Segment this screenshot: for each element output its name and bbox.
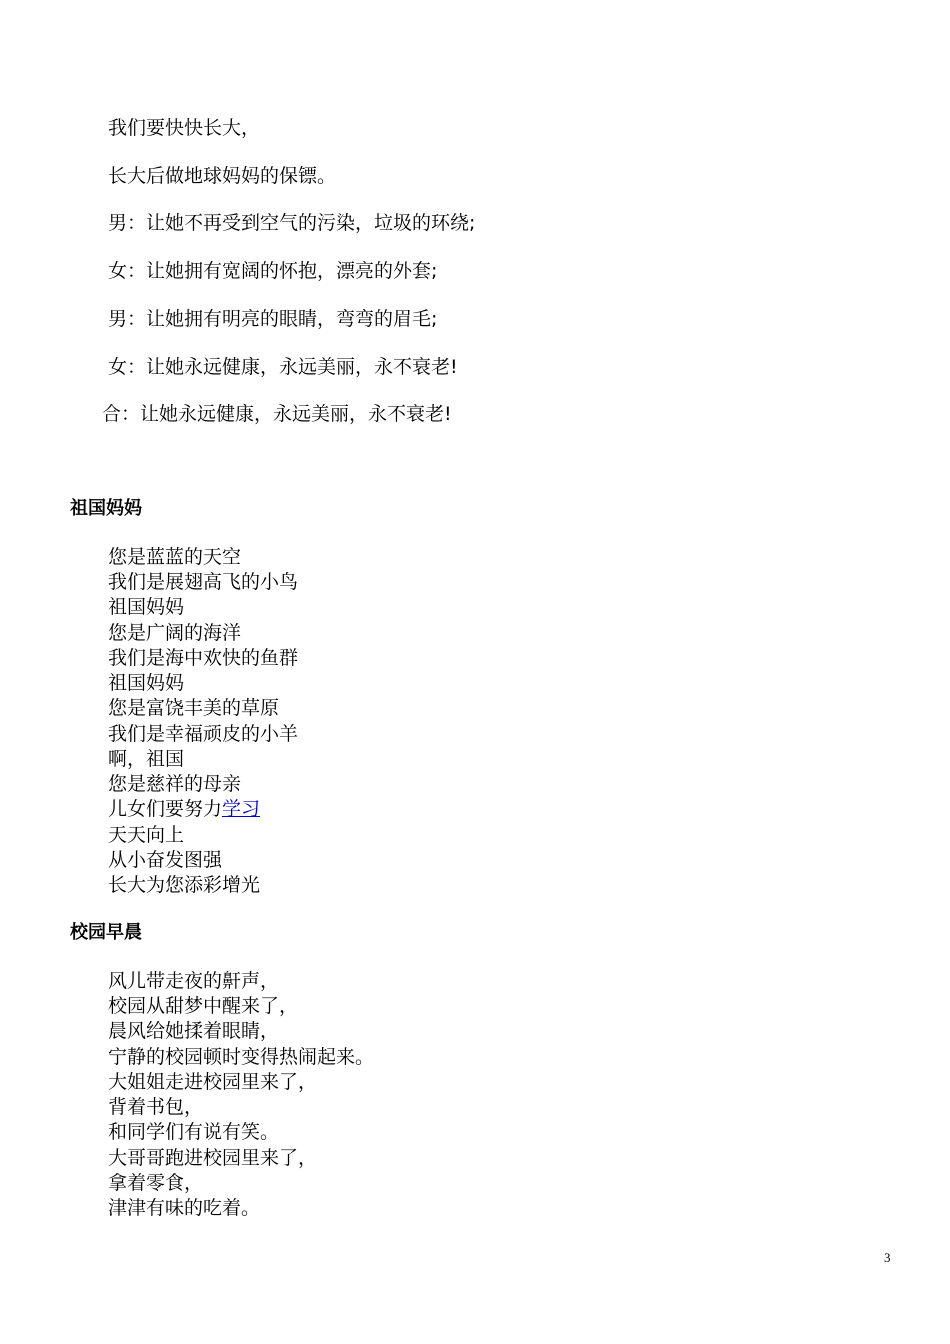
poem-line: 风儿带走夜的鼾声，	[108, 970, 280, 992]
poem-line: 和同学们有说有笑。	[108, 1121, 280, 1143]
poem-line: 大哥哥跑进校园里来了，	[108, 1147, 318, 1169]
poem-line: 您是富饶丰美的草原	[108, 697, 280, 719]
poem-line: 长大为您添彩增光	[108, 874, 261, 896]
poem-line: 大姐姐走进校园里来了，	[108, 1071, 318, 1093]
poem-line-with-link	[108, 797, 260, 821]
poem-line: 长大后做地球妈妈的保镖。	[108, 165, 337, 187]
poem-line: 天天向上	[108, 824, 185, 846]
poem-title: 校园早晨	[70, 922, 142, 943]
poem-line: 您是广阔的海洋	[108, 622, 242, 644]
poem-line: 您是蓝蓝的天空	[108, 546, 242, 568]
poem-line: 您是慈祥的母亲	[108, 773, 242, 795]
poem-line: 我们要快快长大，	[108, 117, 261, 139]
page-number: 3	[884, 1250, 891, 1265]
poem-line: 女：让她永远健康，永远美丽，永不衰老!	[108, 356, 458, 378]
poem-line: 拿着零食，	[108, 1172, 204, 1194]
poem-line-text: 儿女们要努力	[108, 798, 223, 820]
poem-line: 校园从甜梦中醒来了，	[108, 995, 299, 1017]
poem-line: 津津有味的吃着。	[108, 1197, 261, 1219]
poem-line: 合：让她永远健康，永远美丽，永不衰老!	[102, 403, 452, 425]
poem-line: 从小奋发图强	[108, 849, 223, 871]
poem-line: 我们是幸福顽皮的小羊	[108, 723, 299, 745]
poem-line: 我们是海中欢快的鱼群	[108, 647, 299, 669]
poem-line: 祖国妈妈	[108, 672, 185, 694]
poem-line: 男：让她拥有明亮的眼睛，弯弯的眉毛;	[108, 308, 438, 330]
poem-line: 我们是展翅高飞的小鸟	[108, 571, 299, 593]
study-link[interactable]: 学习	[222, 798, 261, 820]
poem-line: 背着书包，	[108, 1096, 204, 1118]
poem-line: 女：让她拥有宽阔的怀抱，漂亮的外套;	[108, 260, 438, 282]
poem-line: 男：让她不再受到空气的污染，垃圾的环绕;	[108, 212, 476, 234]
poem-line: 晨风给她揉着眼睛，	[108, 1020, 280, 1042]
poem-line: 宁静的校园顿时变得热闹起来。	[108, 1046, 375, 1068]
poem-line: 祖国妈妈	[108, 596, 185, 618]
poem-line: 啊，祖国	[108, 748, 185, 770]
poem-title: 祖国妈妈	[70, 498, 142, 519]
